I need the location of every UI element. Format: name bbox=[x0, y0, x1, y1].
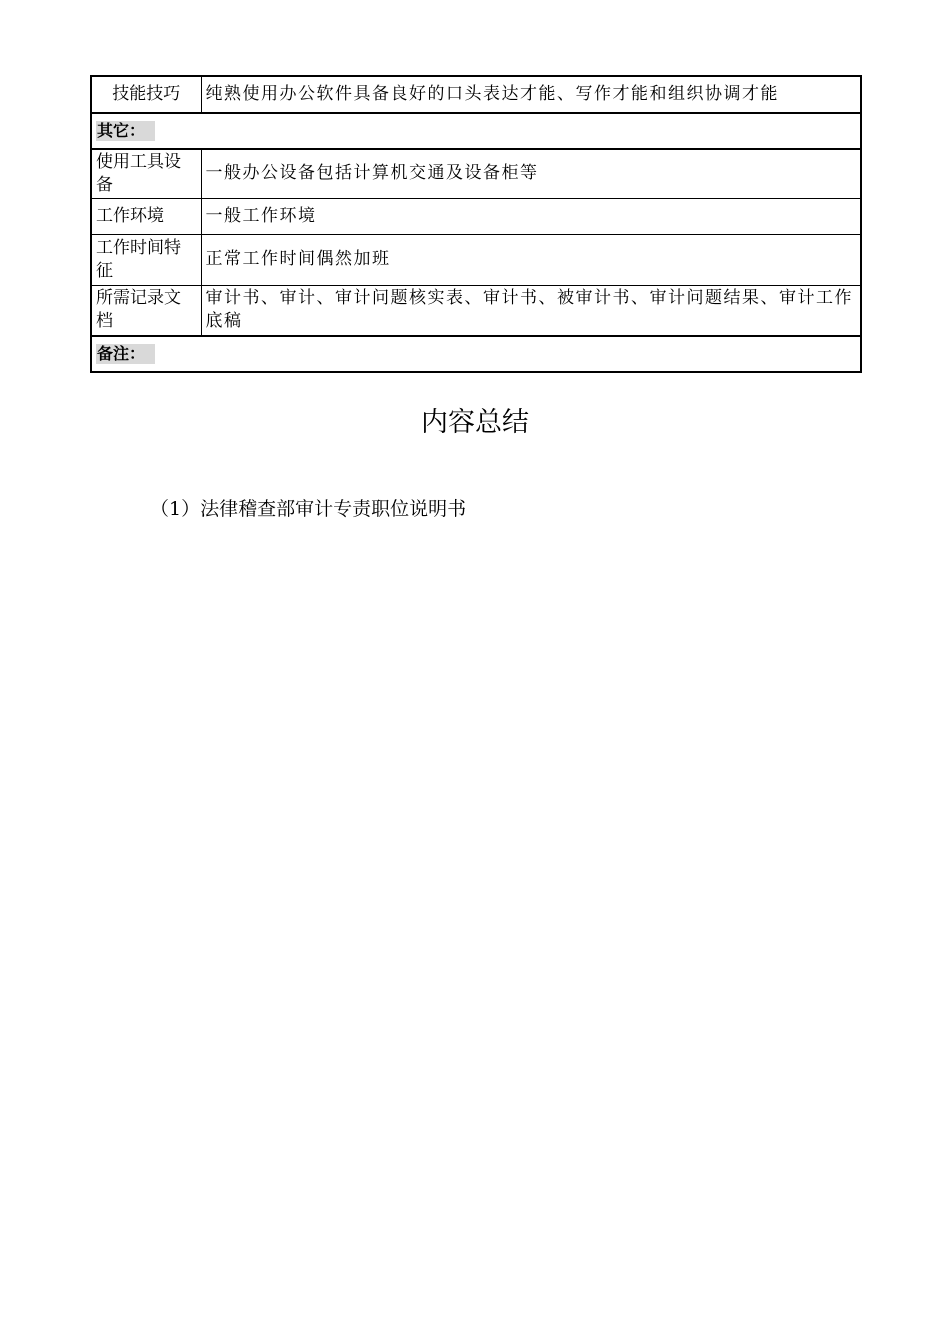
row-value-tools: 一般办公设备包括计算机交通及设备柜等 bbox=[201, 149, 861, 198]
section-notes-title: 备注： bbox=[96, 344, 155, 364]
skills-value: 纯熟使用办公软件具备良好的口头表达才能、写作才能和组织协调才能 bbox=[201, 76, 861, 113]
job-description-table bbox=[90, 75, 862, 373]
row-label-work-time: 工作时间特征 bbox=[91, 234, 201, 285]
table-row bbox=[91, 234, 861, 285]
table-row bbox=[91, 285, 861, 336]
row-label-tools: 使用工具设备 bbox=[91, 149, 201, 198]
row-label-environment: 工作环境 bbox=[91, 198, 201, 234]
section-other-title: 其它： bbox=[96, 121, 155, 141]
row-value-records: 审计书、审计、审计问题核实表、审计书、被审计书、审计问题结果、审计工作底稿 bbox=[201, 285, 861, 336]
summary-item: （1）法律稽查部审计专责职位说明书 bbox=[150, 498, 467, 520]
section-other-cell bbox=[91, 113, 861, 149]
table-row bbox=[91, 198, 861, 234]
table-row bbox=[91, 149, 861, 198]
section-other bbox=[91, 113, 861, 149]
row-value-work-time: 正常工作时间偶然加班 bbox=[201, 234, 861, 285]
section-notes-cell bbox=[91, 336, 861, 372]
table-row-skills bbox=[91, 76, 861, 113]
row-label-records: 所需记录文档 bbox=[91, 285, 201, 336]
section-notes bbox=[91, 336, 861, 372]
skills-label: 技能技巧 bbox=[91, 76, 201, 113]
summary-title: 内容总结 bbox=[421, 407, 529, 438]
row-value-environment: 一般工作环境 bbox=[201, 198, 861, 234]
